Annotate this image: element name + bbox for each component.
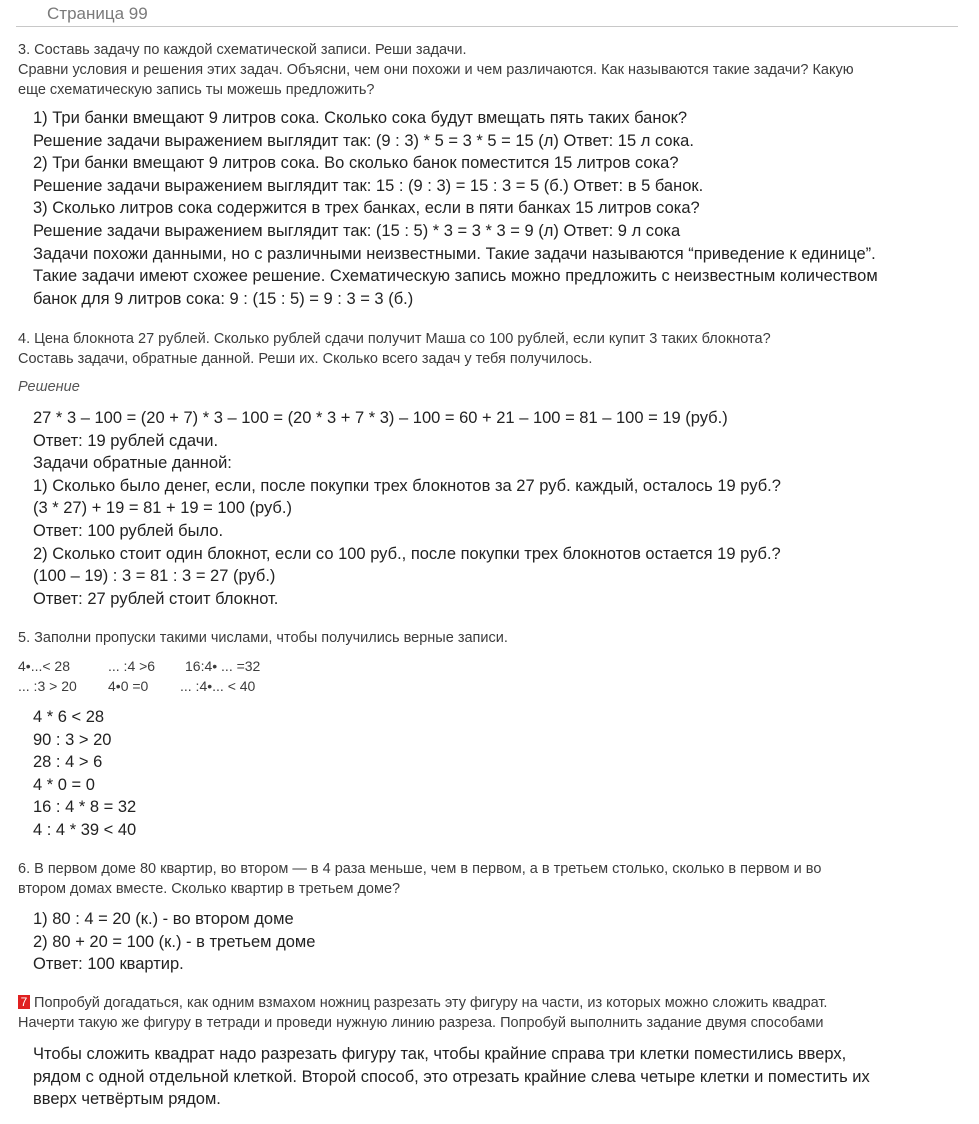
answer-line: (3 * 27) + 19 = 81 + 19 = 100 (руб.) [33, 499, 292, 518]
task-7-statement [18, 993, 963, 1033]
task-5-grid [18, 656, 318, 696]
grid-cell: ... :4•... < 40 [180, 678, 256, 694]
page-title: Страница 99 [47, 4, 148, 23]
task-line: еще схематическую запись ты можешь предложить? [18, 82, 375, 98]
page-header [16, 0, 958, 27]
answer-line: вверх четвёртым рядом. [33, 1090, 221, 1109]
answer-line: 28 : 4 > 6 [33, 753, 103, 772]
answer-line: 1) 80 : 4 = 20 (к.) - во втором доме [33, 910, 294, 928]
answer-line: 90 : 3 > 20 [33, 730, 112, 749]
task-5-answer [33, 706, 968, 842]
task-text: Попробуй догадаться, как одним взмахом ножниц разрезать эту фигуру на части, из которых можно сложить квадрат. [34, 995, 828, 1011]
task-line: 6. В первом доме 80 квартир, во втором — в 4 раза меньше, чем в первом, а в третьем столько, сколько в первом и во [18, 861, 822, 877]
answer-line: банок для 9 литров сока: 9 : (15 : 5) = 9 : 3 = 3 (б.) [33, 289, 414, 308]
task-line: 4. Цена блокнота 27 рублей. Сколько рублей сдачи получит Маша со 100 рублей, если купит 3 таких блокнота? [18, 331, 771, 347]
grid-row [18, 656, 318, 676]
task-7-answer [33, 1043, 968, 1111]
answer-line: 4 * 0 = 0 [33, 775, 95, 794]
task-3-statement [18, 40, 963, 100]
answer-line: Ответ: 19 рублей сдачи. [33, 431, 219, 450]
answer-line: Решение задачи выражением выглядит так: 15 : (9 : 3) = 15 : 3 = 5 (б.) Ответ: в 5 банок. [33, 176, 704, 195]
answer-line: 16 : 4 * 8 = 32 [33, 798, 137, 817]
answer-line: 27 * 3 – 100 = (20 + 7) * 3 – 100 = (20 * 3 + 7 * 3) – 100 = 60 + 21 – 100 = 81 – 100 = 19 (руб.) [33, 409, 728, 427]
task-6-answer [33, 908, 968, 976]
answer-line: 3) Сколько литров сока содержится в трех банках, если в пяти банках 15 литров сока? [33, 199, 700, 218]
task-5-statement [18, 628, 963, 648]
answer-line: Решение задачи выражением выглядит так: (15 : 5) * 3 = 3 * 3 = 9 (л) Ответ: 9 л сока [33, 221, 681, 240]
answer-line: Задачи похожи данными, но с различными неизвестными. Такие задачи называются “приведение к единице”. [33, 244, 876, 263]
answer-line: Ответ: 100 рублей было. [33, 521, 224, 540]
answer-line: Решение задачи выражением выглядит так: (9 : 3) * 5 = 3 * 5 = 15 (л) Ответ: 15 л сока. [33, 131, 694, 150]
task-line: 5. Заполни пропуски такими числами, чтобы получились верные записи. [18, 630, 508, 646]
answer-line: Такие задачи имеют схожее решение. Схематическую запись можно предложить с неизвестным количеством [33, 267, 878, 286]
answer-line: 4 : 4 * 39 < 40 [33, 820, 137, 839]
answer-line: 2) Сколько стоит один блокнот, если со 100 руб., после покупки трех блокнотов остается 19 руб.? [33, 544, 781, 563]
task-6-statement [18, 859, 963, 899]
answer-line: (100 – 19) : 3 = 81 : 3 = 27 (руб.) [33, 567, 276, 586]
answer-line: Задачи обратные данной: [33, 454, 232, 473]
task-line [18, 993, 963, 1013]
answer-line: 4 * 6 < 28 [33, 708, 105, 726]
task-line: Начерти такую же фигуру в тетради и проведи нужную линию разреза. Попробуй выполнить задание двумя способами [18, 1015, 824, 1031]
task-4-statement [18, 329, 963, 369]
task-line: втором домах вместе. Сколько квартир в третьем доме? [18, 881, 401, 897]
grid-cell: 4•0 =0 [108, 678, 149, 694]
task-3-answer [33, 107, 968, 310]
grid-cell: 16:4• ... =32 [185, 658, 261, 674]
task-line: Сравни условия и решения этих задач. Объясни, чем они похожи и чем различаются. Как называются такие задачи? Какую [18, 62, 854, 78]
answer-line: 1) Три банки вмещают 9 литров сока. Сколько сока будут вмещать пять таких банок? [33, 109, 688, 127]
grid-cell: ... :3 > 20 [18, 678, 77, 694]
task-line: 3. Составь задачу по каждой схематической записи. Реши задачи. [18, 42, 467, 58]
answer-line: Чтобы сложить квадрат надо разрезать фигуру так, чтобы крайние справа три клетки поместились вверх, [33, 1045, 847, 1063]
grid-cell: 4•...< 28 [18, 658, 70, 674]
answer-line: Ответ: 100 квартир. [33, 955, 184, 974]
task-line: Составь задачи, обратные данной. Реши их. Сколько всего задач у тебя получилось. [18, 351, 593, 367]
task-number-badge: 7 [18, 995, 30, 1009]
answer-line: Ответ: 27 рублей стоит блокнот. [33, 589, 279, 608]
answer-line: 2) Три банки вмещают 9 литров сока. Во сколько банок поместится 15 литров сока? [33, 154, 679, 173]
answer-line: рядом с одной отдельной клеткой. Второй способ, это отрезать крайние слева четыре клетки и поместить их [33, 1067, 870, 1086]
grid-row [18, 676, 318, 696]
task-4-answer [33, 407, 968, 610]
grid-cell: ... :4 >6 [108, 658, 156, 674]
answer-line: 2) 80 + 20 = 100 (к.) - в третьем доме [33, 932, 316, 951]
answer-line: 1) Сколько было денег, если, после покупки трех блокнотов за 27 руб. каждый, осталось 19 руб.? [33, 476, 781, 495]
solution-label: Решение [18, 379, 80, 395]
